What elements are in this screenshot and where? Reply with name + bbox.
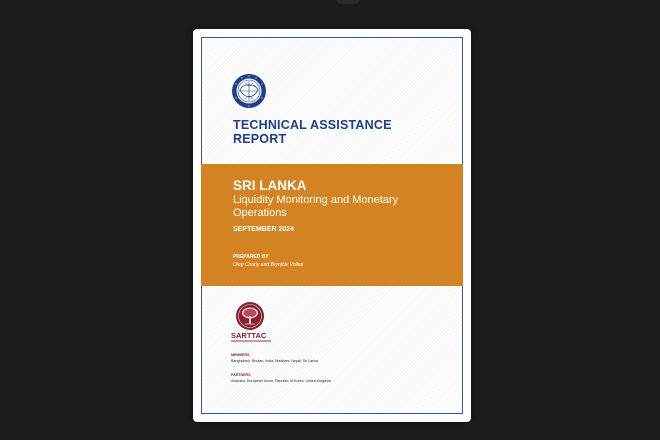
report-subject-line-2: Operations — [233, 207, 287, 219]
country-name: SRI LANKA — [233, 178, 307, 193]
report-type-line-2: REPORT — [233, 132, 287, 146]
imf-seal-icon — [231, 73, 267, 109]
sarttac-tagline-bar — [231, 340, 271, 342]
report-date: SEPTEMBER 2024 — [233, 226, 295, 233]
prepared-by-label: PREPARED BY — [233, 254, 269, 260]
sarttac-tree-icon — [235, 301, 265, 331]
partners-list: Australia, European Union, Republic of Korea, United Kingdom — [231, 379, 332, 383]
members-list: Bangladesh, Bhutan, India, Maldives, Nepal, Sri Lanka — [231, 359, 318, 363]
title-band — [201, 164, 463, 286]
report-subject — [233, 194, 433, 220]
sarttac-wordmark: SARTTAC — [231, 331, 267, 340]
viewer-notch — [336, 0, 360, 4]
prepared-by-names: Oleg Churiy and Brynjólv Vollan — [233, 262, 304, 268]
partners-label: PARTNERS — [231, 373, 251, 377]
report-subject-line-1: Liquidity Monitoring and Monetary — [233, 194, 399, 206]
members-label: MEMBERS — [231, 353, 250, 357]
document-page[interactable] — [193, 29, 471, 422]
report-type-line-1: TECHNICAL ASSISTANCE — [233, 118, 392, 132]
report-type-title — [233, 118, 433, 146]
